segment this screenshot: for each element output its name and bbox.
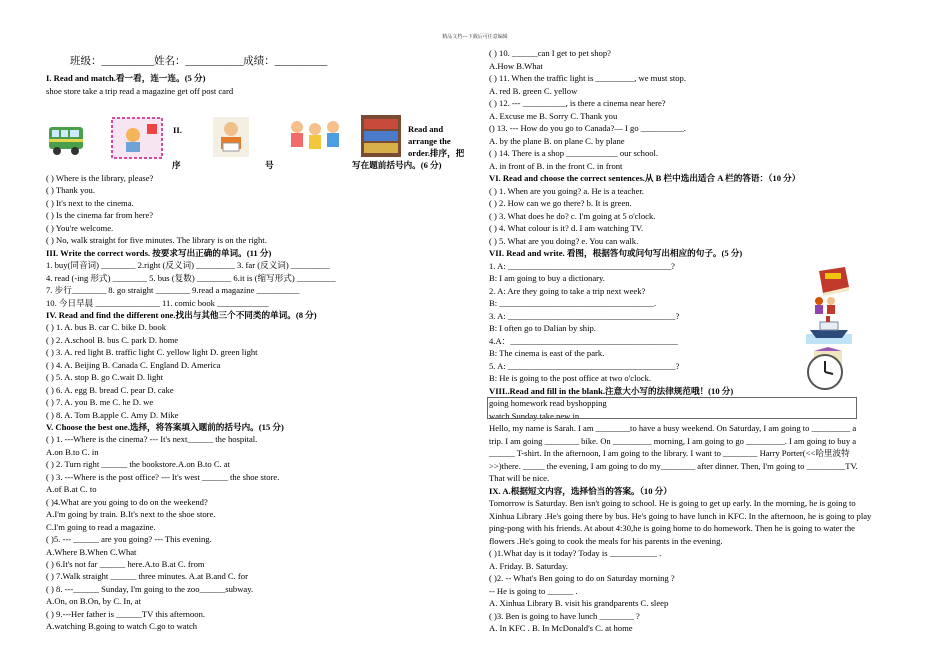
text-line: Tomorrow is Saturday. Ben isn't going to school. He is going to get up early. In the morning, he is going to [489,498,856,508]
text-line: 10. 今日早晨 _______________ 11. comic book ____________ [46,297,269,308]
text-line: flowers .He's going to cook the meals for his parents in the evening. [489,535,723,546]
text-line: ( ) 10. ______can I get to pet shop? [489,48,611,58]
text-line: ( ) 3. What does he do? c. I'm going at 5 o'clock. [489,210,656,221]
text-line: ( ) 5. A. stop B. go C.wait D. light [46,372,163,383]
section-2-number: II. [173,125,182,135]
text-line: A. by the plane B. on plane C. by plane [489,135,625,146]
text-line: ( ) 1. When are you going? a. He is a teacher. [489,185,644,196]
text-line: A. Excuse me B. Sorry C. Thank you [489,110,618,121]
section-2-title-3: order.排序，把 [408,148,465,158]
text-line: >>)there. _____ the evening, I am going to do my________ after dinner. Then, I'm going to _________TV. [489,460,858,471]
section-heading: IX. A.根据短文内容，选择恰当的答案。（10 分） [489,485,672,496]
text-line: ( ) Thank you. [46,185,96,196]
text-line: B: ____________________________________. [489,298,657,308]
text-line: A. in front of B. in the front C. in front [489,160,623,171]
section-heading: VII. Read and write. 看图，根据答句或问句写出相应的句子。(5 分) [489,248,743,258]
text-line: 5. A: _______________________________________? [489,360,680,371]
text-line: A.On, on B.On, by C. In, at [46,596,142,607]
text-line: ( ) 2. A.school B. bus C. park D. home [46,334,179,345]
section-2-title-6: 写在题前括号内。(6 分) [352,160,442,170]
text-line: 2. A: Are they going to take a trip next week? [489,285,646,296]
text-line: ( )4.What are you going to do on the weekend? [46,496,208,507]
text-line: ( ) 4. What colour is it? d. I am watching TV. [489,223,644,233]
text-line: 7. 步行________ 8. go straight ________ 9.read a magazine __________ [46,285,300,296]
text-line: ( ) 2. How can we go there? b. It is green. [489,198,632,208]
text-line: 4. read (-ing 形式) ________ 5. bus (复数) ________ 6.it is (缩写形式) _________ [46,272,336,283]
text-line: ( ) Is the cinema far from here? [46,210,154,221]
text-line: ( ) 3. ---Where is the post office? --- It's west ______ the shoe store. [46,471,280,482]
text-line: Xinhua Library .He's going there by bus. He's going to have lunch in KFC. In the afternoon, he is going to play [489,510,872,521]
text-line: ( ) 14. There is a shop ____________ our school. [489,148,659,158]
section-2-title-4: 序 [172,160,181,170]
section-heading: V. Choose the best one.选择，将答案填入题前的括号内。(15 分) [46,422,284,432]
student-info-line: 班级：__________姓名：___________成绩：__________ [70,56,328,67]
ship-picture [806,314,852,344]
text-line: ( ) 12. --- __________, is there a cinema near here? [489,98,666,108]
text-line: 1. buy(同音词) ________ 2.right (反义词) _________ 3. far (反义词) _________ [46,260,330,271]
text-line: ( ) 2. Turn right ______ the bookstore.A.on B.to C. at [46,459,231,470]
text-line: watch Sunday take new in [489,410,580,421]
text-line: A.of B.at C. to [46,484,97,495]
text-line: ( ) 1. ---Where is the cinema? --- It's next______ the hospital. [46,434,258,445]
section-heading: VIII..Read and fill in the blank.注意大小写的法律规范哦！(10 分) [489,385,734,396]
text-line: ( ) 9.---Her father is ______TV this afternoon. [46,608,206,619]
word-bank-box [487,397,857,419]
bus-picture [47,123,85,159]
text-line: ( ) 6. A. egg B. bread C. pear D. cake [46,384,174,395]
text-line: ( ) Where is the library, please? [46,173,154,183]
text-line: ping-pong with his friends. At about 4:30,he is going home to do homework. Then he is going to water the [489,523,855,533]
text-line: 3. A: _______________________________________? [489,310,680,321]
section-heading: I. Read and match.看一看，连一连。(5 分) [46,73,206,83]
text-line: ( ) 7. A. you B. me C. he D. we [46,397,154,408]
text-line: ( ) 11. When the traffic light is _________, we must stop. [489,73,686,83]
text-line: going homework read byshopping [489,398,607,408]
section-2-title-5: 号 [265,160,274,170]
text-line: A. Xinhua Library B. visit his grandparents C. sleep [489,598,669,608]
section-heading: III. Write the correct words. 按要求写出正确的单词。(11 分) [46,247,272,258]
reading-picture [213,117,249,157]
text-line: A.Where B.When C.What [46,546,137,557]
postcard-picture [111,117,163,159]
section-2-title-1: Read and [408,124,444,134]
text-line: ( )2. -- What's Ben going to do on Saturday morning ? [489,573,675,583]
text-line: ( ) 4. A. Beijing B. Canada C. England D. America [46,359,221,370]
text-line: B: I am going to buy a dictionary. [489,273,605,283]
text-line: A.on B.to C. in [46,446,99,457]
text-line: B: I often go to Dalian by ship. [489,323,596,333]
text-line: ( ) 5. What are you doing? e. You can walk. [489,235,639,246]
text-line: A. red B. green C. yellow [489,85,578,96]
text-line: A.How B.What [489,60,543,71]
bookstore-picture [361,115,401,157]
clock-picture [805,352,845,392]
page-header: 精品文档---下载后可任意编辑 [442,34,508,40]
travel-people-picture [811,296,841,314]
text-line: ( ) No, walk straight for five minutes. The library is on the right. [46,235,267,246]
section-heading: VI. Read and choose the correct sentences.从 B 栏中选出适合 A 栏的答语：（10 分） [489,173,801,183]
text-line: ( )1.What day is it today? Today is ___________ . [489,548,662,558]
text-line: B: The cinema is east of the park. [489,348,605,358]
text-line: ______ T-shirt. In the afternoon, I am going to the library. I want to ________ Harry Porter(<<哈里波特 [489,448,850,458]
text-line: ( ) It's next to the cinema. [46,197,134,208]
text-line: 1. A: ______________________________________? [489,260,675,271]
text-line: trip. I am going ________ bike. On _________ morning, I am going to go _________. I am going to buy a [489,435,857,446]
text-line: ( ) 6.It's not far ______ here.A.to B.at C. from [46,558,205,569]
text-line: ( ) 8. ---______ Sunday, I'm going to the zoo______subway. [46,583,254,594]
text-line: Hello, my name is Sarah. I am ________to have a busy weekend. On Saturday, I am going to _________ a [489,423,857,433]
text-line: A. In KFC . B. In McDonald's C. at home [489,623,633,633]
text-line: () 13. --- How do you go to Canada?— I go __________. [489,123,686,133]
text-line: A.watching B.going to watch C.go to watch [46,621,198,632]
text-line: ( )5. --- ______ are you going? --- This evening. [46,534,212,545]
text-line: ( ) 3. A. red light B. traffic light C. yellow light D. green light [46,347,258,358]
section-2-title-2: arrange the [408,136,451,146]
text-line: ( ) 7.Walk straight ______ three minutes. A.at B.and C. for [46,571,248,582]
text-line: ( ) 1. A. bus B. car C. bike D. book [46,322,167,333]
text-line: That will be nice. [489,473,550,483]
text-line: 4.A：_______________________________________ [489,335,678,346]
dictionary-picture [815,265,851,297]
text-line: shoe store take a trip read a magazine get off post card [46,86,234,96]
children-picture [285,117,347,157]
text-line: B: He is going to the post office at two o'clock. [489,373,652,383]
text-line: A. Friday. B. Saturday. [489,560,568,571]
section-heading: IV. Read and find the different one.找出与其他三个不同类的单词。(8 分) [46,309,317,320]
text-line: ( )3. Ben is going to have lunch ________ ? [489,610,640,621]
text-line: -- He is going to ______ . [489,585,578,596]
text-line: C.I'm going to read a magazine. [46,521,156,532]
text-line: ( ) 8. A. Tom B.apple C. Amy D. Mike [46,409,179,420]
text-line: ( ) You're welcome. [46,222,114,233]
text-line: A.I'm going by train. B.It's next to the shoe store. [46,509,216,520]
